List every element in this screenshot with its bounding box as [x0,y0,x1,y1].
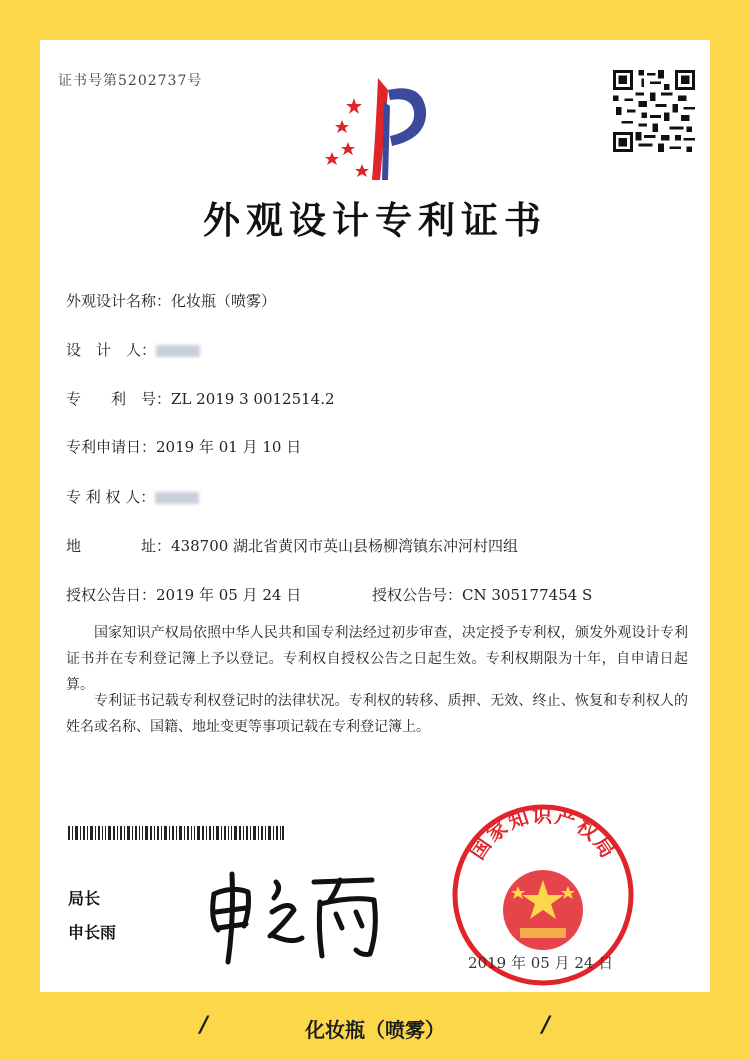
svg-text:国家知识产权局 [465,803,621,864]
designer-value-redacted [156,345,200,357]
seal-text: 国家知识产权局 [464,803,622,864]
design-name-value: 化妆瓶（喷雾） [171,292,277,310]
grant-date-value: 2019 年 05 月 24 日 [156,586,302,604]
application-date-field [66,436,301,457]
grant-number-label: 授权公告号： [372,586,463,604]
certificate-number: 证书号第5202737号 [58,73,203,89]
design-name-label: 外观设计名称： [66,292,172,310]
patent-number-field [66,388,335,409]
application-date-label: 专利申请日： [66,438,157,456]
designer-field [66,339,200,360]
director-title: 局长 [68,889,101,908]
caption-text: 化妆瓶（喷雾） [305,1018,445,1042]
caption-right-mark: / [542,1013,551,1038]
grant-number-value: CN 305177454 S [462,586,593,604]
patentee-value-redacted [155,492,199,504]
address-field [66,535,518,556]
address-value: 438700 湖北省黄冈市英山县杨柳湾镇东冲河村四组 [171,537,519,555]
patentee-field [66,486,199,507]
patent-office-emblem-icon [318,68,443,193]
grant-number-field [372,584,592,605]
patent-number-label: 专 利 号： [66,390,172,408]
design-name-field [66,290,276,311]
grant-paragraph: 国家知识产权局依照中华人民共和国专利法经过初步审查，决定授予专利权，颁发外观设计专利证书并在专利登记簿上予以登记。专利权自授权公告之日起生效。专利权期限为十年，自申请日起算。 [66,625,688,693]
grant-date-field [66,584,301,605]
director-signature [202,860,402,970]
patentee-label: 专 利 权 人： [66,488,156,506]
caption-left-mark: / [200,1013,209,1038]
legal-status-paragraph: 专利证书记载专利权登记时的法律状况。专利权的转移、质押、无效、终止、恢复和专利权人的姓名或名称、国籍、地址变更等事项记载在专利登记簿上。 [66,693,688,735]
application-date-value: 2019 年 01 月 10 日 [156,438,302,456]
designer-label: 设 计 人： [66,341,157,359]
address-label: 地 址： [66,537,172,555]
patent-number-value: ZL 2019 3 0012514.2 [171,390,335,408]
grant-date-label: 授权公告日： [66,586,157,604]
qr-code [613,70,695,152]
seal-date: 2019 年 05 月 24 日 [468,954,614,972]
director-name: 申长雨 [68,923,117,942]
barcode [68,826,284,840]
patent-certificate [40,40,710,992]
certificate-title: 外观设计专利证书 [203,198,547,242]
